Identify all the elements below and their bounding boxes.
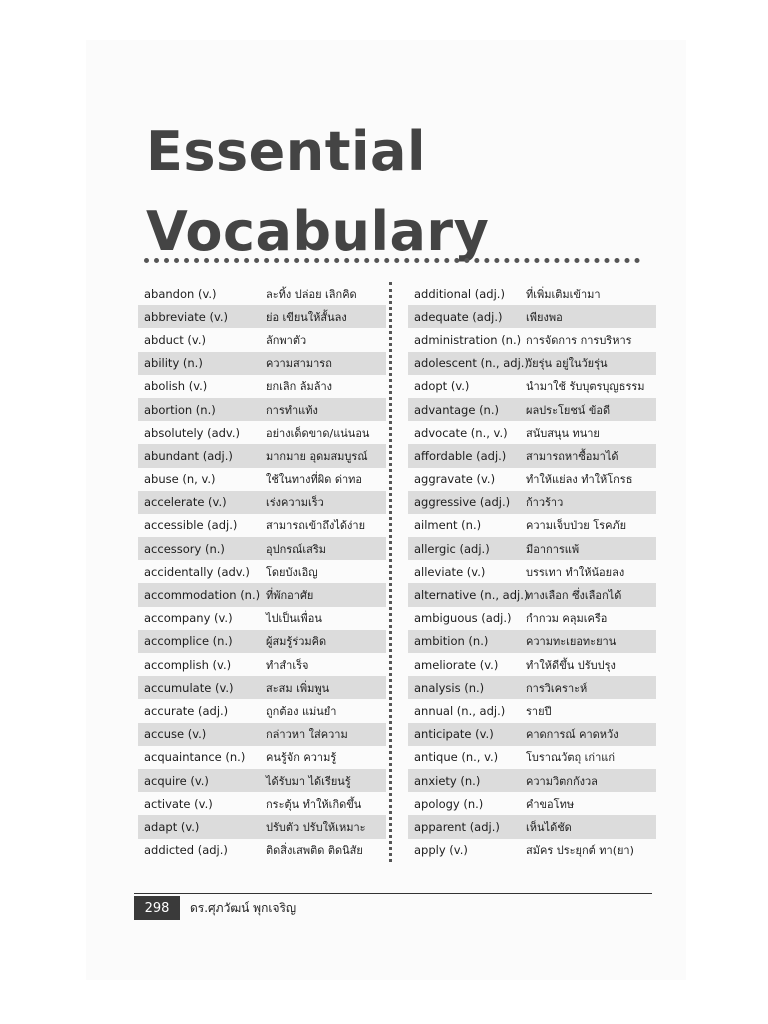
vocab-row <box>138 630 386 653</box>
column-divider <box>389 282 392 862</box>
vocab-row <box>408 282 656 305</box>
vocab-word: addicted (adj.) <box>144 843 228 858</box>
vocab-row <box>408 375 656 398</box>
vocab-row <box>408 746 656 769</box>
vocab-word: acquaintance (n.) <box>144 750 246 765</box>
vocab-translation: มากมาย อุดมสมบูรณ์ <box>266 449 368 463</box>
vocab-translation: อุปกรณ์เสริม <box>266 542 326 556</box>
vocab-translation: สามารถหาซื้อมาได้ <box>526 449 619 463</box>
vocab-translation: ความวิตกกังวล <box>526 774 598 788</box>
vocab-translation: ถูกต้อง แม่นยำ <box>266 704 337 718</box>
vocab-translation: สมัคร ประยุกต์ ทา(ยา) <box>526 844 634 858</box>
vocab-translation: สามารถเข้าถึงได้ง่าย <box>266 519 366 533</box>
vocab-translation: ติดสิ่งเสพติด ติดนิสัย <box>266 844 363 858</box>
vocab-translation: คำขอโทษ <box>526 797 575 811</box>
vocab-row <box>138 282 386 305</box>
vocab-word: accessory (n.) <box>144 541 225 556</box>
vocab-translation: วัยรุ่น อยู่ในวัยรุ่น <box>526 357 608 371</box>
vocab-row <box>408 444 656 467</box>
vocab-row <box>408 468 656 491</box>
vocab-row <box>408 514 656 537</box>
vocab-word: adequate (adj.) <box>414 309 503 324</box>
vocab-row <box>138 537 386 560</box>
vocab-word: accurate (adj.) <box>144 703 229 718</box>
vocab-word: advantage (n.) <box>414 402 499 417</box>
vocab-translation: ยกเลิก ล้มล้าง <box>266 380 333 394</box>
vocab-row <box>138 769 386 792</box>
vocab-row <box>408 839 656 862</box>
vocab-translation: คนรู้จัก ความรู้ <box>266 751 337 765</box>
vocab-word: adopt (v.) <box>414 379 470 394</box>
vocab-row <box>138 514 386 537</box>
vocab-word: adolescent (n., adj.) <box>414 356 529 371</box>
vocab-word: anxiety (n.) <box>414 773 481 788</box>
vocab-row <box>138 699 386 722</box>
vocab-translation: ก้าวร้าว <box>526 496 564 510</box>
vocab-word: affordable (adj.) <box>414 448 507 463</box>
vocab-word: apply (v.) <box>414 843 468 858</box>
vocab-translation: ทำให้แย่ลง ทำให้โกรธ <box>526 473 633 487</box>
vocab-translation: เพียงพอ <box>526 310 563 324</box>
vocab-word: ameliorate (v.) <box>414 657 499 672</box>
page-number: 298 <box>134 896 180 920</box>
vocab-word: allergic (adj.) <box>414 541 490 556</box>
vocab-translation: มีอาการแพ้ <box>526 542 580 556</box>
title-line-2: Vocabulary <box>146 200 490 263</box>
vocab-translation: ลักพาตัว <box>266 333 307 347</box>
vocab-row <box>408 305 656 328</box>
vocab-row <box>408 769 656 792</box>
vocab-word: antique (n., v.) <box>414 750 499 765</box>
vocab-row <box>138 723 386 746</box>
vocab-translation: รายปี <box>526 704 552 718</box>
vocab-word: abandon (v.) <box>144 286 217 301</box>
vocab-translation: เห็นได้ชัด <box>526 820 572 834</box>
vocab-word: aggravate (v.) <box>414 472 496 487</box>
vocab-row <box>408 491 656 514</box>
vocab-translation: กำกวม คลุมเครือ <box>526 612 608 626</box>
vocab-translation: สนับสนุน ทนาย <box>526 426 600 440</box>
title-line-1: Essential <box>146 120 427 183</box>
vocab-row <box>408 815 656 838</box>
vocab-translation: อย่างเด็ดขาด/แน่นอน <box>266 426 370 440</box>
vocab-word: adapt (v.) <box>144 819 200 834</box>
vocab-row <box>138 746 386 769</box>
vocab-word: accelerate (v.) <box>144 495 227 510</box>
vocab-translation: การทำแท้ง <box>266 403 318 417</box>
vocab-word: acquire (v.) <box>144 773 209 788</box>
vocab-translation: สะสม เพิ่มพูน <box>266 681 330 695</box>
vocab-row <box>138 815 386 838</box>
vocab-word: abbreviate (v.) <box>144 309 229 324</box>
vocab-row <box>138 653 386 676</box>
vocab-translation: ผู้สมรู้ร่วมคิด <box>266 635 327 649</box>
dotted-separator <box>144 258 640 263</box>
vocab-word: alleviate (v.) <box>414 564 486 579</box>
vocab-row <box>408 328 656 351</box>
vocab-word: accommodation (n.) <box>144 588 261 603</box>
vocab-word: ailment (n.) <box>414 518 482 533</box>
vocab-translation: ความสามารถ <box>266 357 332 371</box>
vocab-translation: ที่เพิ่มเติมเข้ามา <box>526 287 601 301</box>
vocab-translation: คาดการณ์ คาดหวัง <box>526 728 619 742</box>
vocab-translation: ย่อ เขียนให้สั้นลง <box>266 310 347 324</box>
vocab-word: apology (n.) <box>414 796 484 811</box>
vocab-translation: ใช้ในทางที่ผิด ด่าทอ <box>266 473 363 487</box>
vocab-row <box>138 468 386 491</box>
vocab-row <box>408 723 656 746</box>
vocab-word: accuse (v.) <box>144 727 207 742</box>
vocab-word: analysis (n.) <box>414 680 485 695</box>
vocab-word: administration (n.) <box>414 332 522 347</box>
vocab-word: anticipate (v.) <box>414 727 494 742</box>
vocab-word: accidentally (adv.) <box>144 564 250 579</box>
vocab-translation: ปรับตัว ปรับให้เหมาะ <box>266 820 366 834</box>
vocab-translation: การจัดการ การบริหาร <box>526 333 632 347</box>
vocab-word: ability (n.) <box>144 356 203 371</box>
vocab-row <box>408 607 656 630</box>
vocab-word: abundant (adj.) <box>144 448 233 463</box>
vocab-translation: ละทิ้ง ปล่อย เลิกคิด <box>266 287 357 301</box>
vocab-translation: ทางเลือก ซึ่งเลือกได้ <box>526 589 622 603</box>
vocab-row <box>138 676 386 699</box>
vocab-translation: กล่าวหา ใส่ความ <box>266 728 348 742</box>
vocab-row <box>138 560 386 583</box>
vocab-row <box>138 839 386 862</box>
vocab-translation: ความเจ็บป่วย โรคภัย <box>526 519 627 533</box>
vocab-translation: โดยบังเอิญ <box>266 565 318 579</box>
vocab-row <box>138 491 386 514</box>
vocab-row <box>138 375 386 398</box>
vocab-word: accomplish (v.) <box>144 657 232 672</box>
vocab-word: ambiguous (adj.) <box>414 611 512 626</box>
vocab-row <box>138 352 386 375</box>
vocab-word: activate (v.) <box>144 796 213 811</box>
vocab-translation: ได้รับมา ได้เรียนรู้ <box>266 774 351 788</box>
vocab-row <box>138 444 386 467</box>
vocab-word: abduct (v.) <box>144 332 206 347</box>
vocab-translation: ที่พักอาศัย <box>266 589 314 603</box>
vocab-word: apparent (adj.) <box>414 819 500 834</box>
vocab-translation: ผลประโยชน์ ข้อดี <box>526 403 611 417</box>
vocab-row <box>408 421 656 444</box>
vocab-row <box>138 305 386 328</box>
vocab-word: abolish (v.) <box>144 379 208 394</box>
vocab-translation: การวิเคราะห์ <box>526 681 588 695</box>
vocab-row <box>408 630 656 653</box>
vocab-row <box>138 607 386 630</box>
vocab-translation: เร่งความเร็ว <box>266 496 324 510</box>
vocab-translation: ความทะเยอทะยาน <box>526 635 617 649</box>
vocabulary-column-right <box>408 282 656 862</box>
vocab-translation: ไปเป็นเพื่อน <box>266 612 322 626</box>
vocabulary-column-left <box>138 282 386 862</box>
vocab-word: accessible (adj.) <box>144 518 238 533</box>
vocab-word: absolutely (adv.) <box>144 425 240 440</box>
vocab-word: abortion (n.) <box>144 402 216 417</box>
vocab-row <box>408 792 656 815</box>
vocab-word: advocate (n., v.) <box>414 425 508 440</box>
vocab-row <box>138 398 386 421</box>
vocab-row <box>408 352 656 375</box>
vocab-translation: โบราณวัตถุ เก่าแก่ <box>526 751 616 765</box>
vocab-word: aggressive (adj.) <box>414 495 511 510</box>
page-title <box>146 112 566 272</box>
vocab-word: annual (n., adj.) <box>414 703 506 718</box>
vocab-row <box>138 792 386 815</box>
vocab-translation: นำมาใช้ รับบุตรบุญธรรม <box>526 380 645 394</box>
vocab-row <box>138 583 386 606</box>
vocab-row <box>408 537 656 560</box>
vocab-word: accumulate (v.) <box>144 680 234 695</box>
vocab-row <box>408 583 656 606</box>
vocab-word: accomplice (n.) <box>144 634 233 649</box>
vocab-row <box>408 676 656 699</box>
vocab-translation: ทำสำเร็จ <box>266 658 309 672</box>
vocab-word: alternative (n., adj.) <box>414 588 529 603</box>
vocab-row <box>138 421 386 444</box>
vocab-translation: กระตุ้น ทำให้เกิดขึ้น <box>266 797 362 811</box>
vocab-row <box>138 328 386 351</box>
vocab-row <box>408 560 656 583</box>
author-name: ดร.ศุภวัฒน์ พุกเจริญ <box>190 901 297 915</box>
vocab-row <box>408 699 656 722</box>
vocab-word: additional (adj.) <box>414 286 505 301</box>
vocab-translation: ทำให้ดีขึ้น ปรับปรุง <box>526 658 616 672</box>
vocab-row <box>408 653 656 676</box>
footer-rule <box>134 893 652 894</box>
vocab-word: abuse (n, v.) <box>144 472 216 487</box>
vocab-translation: บรรเทา ทำให้น้อยลง <box>526 565 625 579</box>
vocab-word: accompany (v.) <box>144 611 233 626</box>
vocab-word: ambition (n.) <box>414 634 489 649</box>
vocab-row <box>408 398 656 421</box>
